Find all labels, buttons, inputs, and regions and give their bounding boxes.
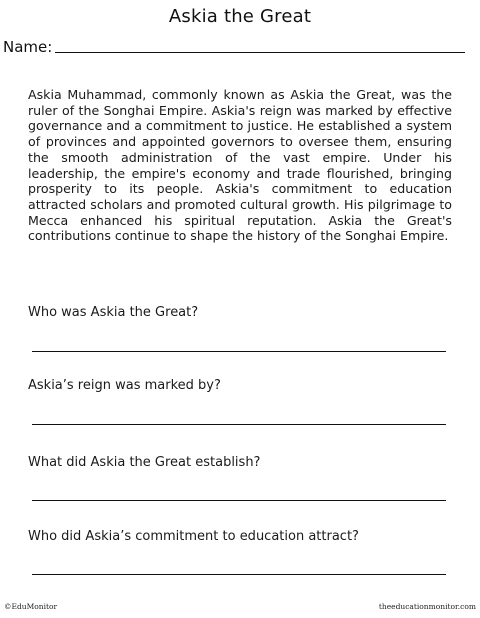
question-3: What did Askia the Great establish? xyxy=(28,455,261,470)
question-4: Who did Askia’s commitment to education attract? xyxy=(28,529,359,544)
name-label: Name: xyxy=(3,38,53,56)
answer-line-2 xyxy=(32,424,446,425)
answer-line-1 xyxy=(32,351,446,352)
reading-passage: Askia Muhammad, commonly known as Askia the Great, was the ruler of the Songhai Empire. Askia's reign was marked by effective governance and a commitment to justice. He established a system of provinces and appointed governors to oversee them, ensuring the smooth administration of the vast empire. Under his leadership, the empire's economy and trade flourished, bringing prosperity to its people. Askia's commitment to education attracted scholars and promoted cultural growth. His pilgrimage to Mecca enhanced his spiritual reputation. Askia the Great's contributions continue to shape the history of the Songhai Empire. xyxy=(28,87,452,244)
answer-line-3 xyxy=(32,500,446,501)
footer-copyright: ©EduMonitor xyxy=(4,602,58,611)
name-answer-line xyxy=(55,52,465,53)
answer-line-4 xyxy=(32,574,446,575)
name-field-row xyxy=(3,36,465,56)
question-2: Askia’s reign was marked by? xyxy=(28,378,221,393)
footer-website: theeducationmonitor.com xyxy=(378,602,476,611)
worksheet-title: Askia the Great xyxy=(168,6,312,27)
question-1: Who was Askia the Great? xyxy=(28,305,199,320)
